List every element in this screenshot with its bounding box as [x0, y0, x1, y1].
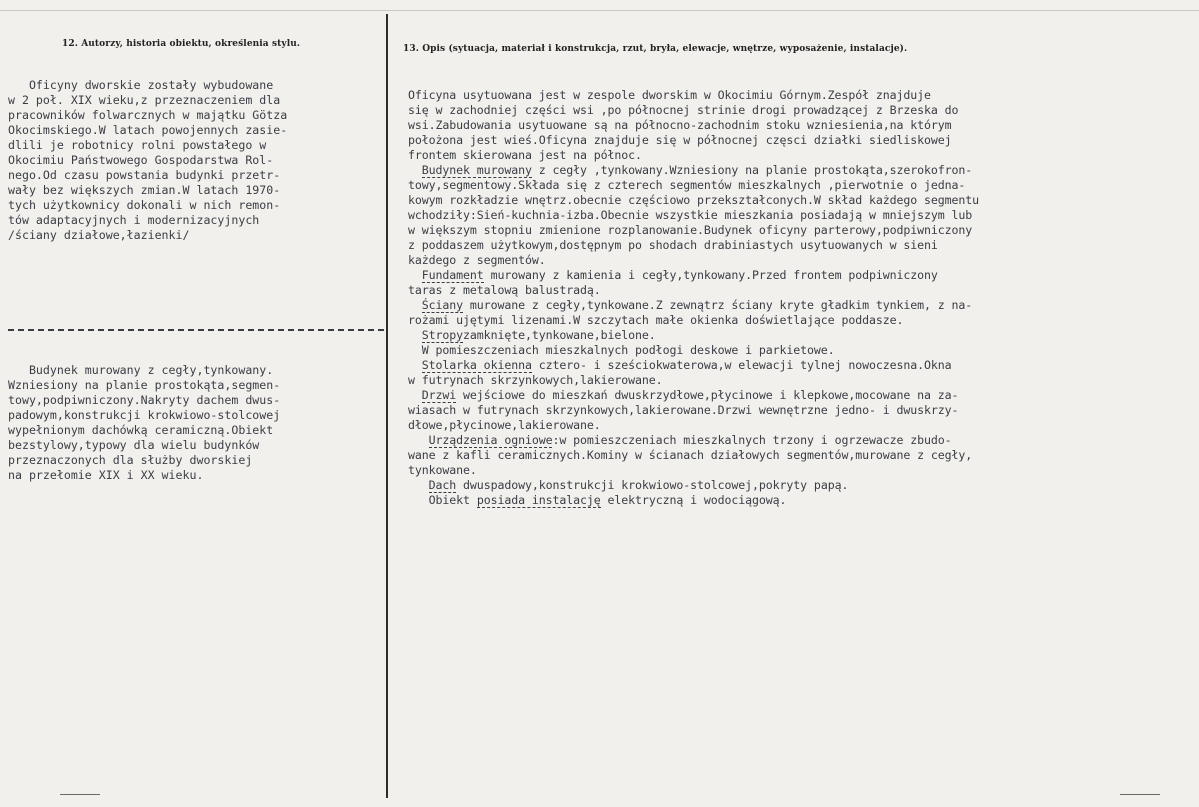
line-text: z poddaszem użytkowym,dostępnym po shodach drabiniastych usytuowanych w sieni — [408, 238, 938, 252]
underlined-keyword: posiada instalację — [476, 493, 601, 507]
text-line — [408, 478, 1198, 493]
text-line — [408, 433, 1198, 448]
line-text: się w zachodniej części wsi ,po północnej strinie drogi prowadzącej z Brzeska do — [408, 103, 959, 117]
line-text: wchodziły:Sień-kuchnia-izba.Obecnie wszystkie mieszkania posiadają w mniejszym lub — [408, 208, 973, 222]
description-text — [408, 88, 1198, 508]
line-text: zamknięte,tynkowane,bielone. — [463, 328, 656, 342]
indent — [408, 493, 429, 507]
text-line: wypełnionym dachówką ceramiczną.Obiekt — [8, 423, 274, 437]
line-text: wane z kafli ceramicznych.Kominy w ścianach działowych segmentów,murowane z cegły, — [408, 448, 973, 462]
line-text: :w pomieszczeniach mieszkalnych trzony i ogrzewacze zbudo- — [552, 433, 952, 447]
text-line — [408, 103, 1198, 118]
underlined-keyword: Budynek murowany — [421, 163, 532, 177]
line-text: frontem skierowana jest na północ. — [408, 148, 642, 162]
text-line — [408, 388, 1198, 403]
line-text: położona jest wieś.Oficyna znajduje się w północnej częsci działki siedliskowej — [408, 133, 952, 147]
text-line: bezstylowy,typowy dla wielu budynków — [8, 438, 260, 452]
text-line: na przełomie XIX i XX wieku. — [8, 468, 204, 482]
section-12-heading: 12. Autorzy, historia obiektu, określenia stylu. — [62, 39, 301, 49]
indent — [408, 328, 422, 342]
line-text: Obiekt — [428, 493, 477, 507]
text-line — [408, 223, 1198, 238]
underlined-keyword: Dach — [428, 478, 457, 492]
line-text: murowane z cegły,tynkowane.Z zewnątrz ściany kryte gładkim tynkiem, z na- — [463, 298, 973, 312]
footer-mark-right — [1120, 794, 1160, 795]
line-text: murowany z kamienia i cegły,tynkowany.Przed frontem podpiwniczony — [483, 268, 938, 282]
line-text: Oficyna usytuowana jest w zespole dworskim w Okocimiu Górnym.Zespół znajduje — [408, 88, 931, 102]
text-line — [408, 403, 1198, 418]
text-line: towy,podpiwniczony.Nakryty dachem dwus- — [8, 393, 281, 407]
text-line — [408, 298, 1198, 313]
underlined-keyword: Stolarka okienna — [421, 358, 532, 372]
text-line — [408, 328, 1198, 343]
line-text: w większym stopniu zmienione rozplanowanie.Budynek oficyny parterowy,podpiwniczony — [408, 223, 973, 237]
text-line: tych użytkownicy dokonali w nich remon- — [8, 198, 281, 212]
text-line — [408, 358, 1198, 373]
text-line: Oficyny dworskie zostały wybudowane — [8, 78, 274, 92]
text-line: wały bez większych zmian.W latach 1970- — [8, 183, 281, 197]
text-line: dlili je robotnicy rolni powstałego w — [8, 138, 267, 152]
line-text: wiasach w futrynach skrzynkowych,lakierowane.Drzwi wewnętrzne jedno- i dwuskrzy- — [408, 403, 959, 417]
underlined-keyword: Ściany — [421, 298, 464, 312]
indent — [408, 388, 422, 402]
text-line — [408, 238, 1198, 253]
text-line: w 2 poł. XIX wieku,z przeznaczeniem dla — [8, 93, 281, 107]
text-line: /ściany działowe,łazienki/ — [8, 228, 190, 242]
footer-mark-left — [60, 794, 100, 795]
text-line — [408, 313, 1198, 328]
indent — [408, 343, 422, 357]
line-text: towy,segmentowy.Składa się z czterech segmentów mieszkalnych ,pierwotnie o jedna- — [408, 178, 966, 192]
line-text: kowym rozkładzie wnętrz.obecnie częściowo przekształconych.W skład każdego segmentu — [408, 193, 980, 207]
text-line — [408, 208, 1198, 223]
text-line — [408, 463, 1198, 478]
line-text: z cegły ,tynkowany.Wzniesiony na planie prostokąta,szerokofron- — [531, 163, 973, 177]
text-line: tów adaptacyjnych i modernizacyjnych — [8, 213, 260, 227]
text-line — [408, 118, 1198, 133]
text-line — [408, 373, 1198, 388]
line-text: cztero- i sześciokwaterowa,w elewacji tylnej nowoczesna.Okna — [531, 358, 952, 372]
line-text: dłowe,płycinowe,lakierowane. — [408, 418, 601, 432]
line-text: wsi.Zabudowania usytuowane są na północno-zachodnim stoku wzniesienia,na którym — [408, 118, 952, 132]
text-line: pracowników folwarcznych w majątku Götza — [8, 108, 288, 122]
text-line — [408, 283, 1198, 298]
underlined-keyword: Stropy — [421, 328, 464, 342]
line-text: taras z metalową balustradą. — [408, 283, 601, 297]
text-line: przeznaczonych dla służby dworskiej — [8, 453, 253, 467]
text-line: Wzniesiony na planie prostokąta,segmen- — [8, 378, 281, 392]
text-line — [408, 418, 1198, 433]
line-text: W pomieszczeniach mieszkalnych podłogi deskowe i parkietowe. — [421, 343, 835, 357]
text-line — [408, 148, 1198, 163]
underlined-keyword: Fundament — [421, 268, 484, 282]
text-line — [408, 253, 1198, 268]
text-line — [408, 193, 1198, 208]
indent — [408, 298, 422, 312]
text-line — [408, 163, 1198, 178]
indent — [408, 478, 429, 492]
indent — [408, 433, 429, 447]
line-text: każdego z segmentów. — [408, 253, 546, 267]
line-text: elektryczną i wodociągową. — [600, 493, 787, 507]
text-line — [408, 268, 1198, 283]
line-text: rożami ujętymi lizenami.W szczytach małe okienka doświetlające poddasze. — [408, 313, 904, 327]
line-text: w futrynach skrzynkowych,lakierowane. — [408, 373, 663, 387]
section-13-heading: 13. Opis (sytuacja, materiał i konstrukcja, rzut, bryła, elewacje, wnętrze, wyposażenie, instalacje). — [403, 44, 908, 54]
line-text: wejściowe do mieszkań dwuskrzydłowe,płycinowe i klepkowe,mocowane na za- — [456, 388, 959, 402]
dashed-separator — [8, 329, 384, 331]
text-line — [408, 343, 1198, 358]
text-line: Okocimiu Państwowego Gospodarstwa Rol- — [8, 153, 274, 167]
text-line: nego.Od czasu powstania budynki przetr- — [8, 168, 281, 182]
text-line — [408, 178, 1198, 193]
text-line — [408, 133, 1198, 148]
history-text — [8, 78, 388, 243]
line-text: dwuspadowy,konstrukcji krokwiowo-stolcowej,pokryty papą. — [456, 478, 849, 492]
text-line: padowym,konstrukcji krokwiowo-stolcowej — [8, 408, 281, 422]
text-line: Budynek murowany z cegły,tynkowany. — [8, 363, 274, 377]
line-text: tynkowane. — [408, 463, 477, 477]
indent — [408, 163, 422, 177]
text-line — [408, 448, 1198, 463]
text-line — [408, 88, 1198, 103]
underlined-keyword: Drzwi — [421, 388, 457, 402]
indent — [408, 268, 422, 282]
card-top-edge — [0, 10, 1199, 11]
style-text — [8, 363, 388, 483]
underlined-keyword: Urządzenia ogniowe — [428, 433, 553, 447]
text-line: Okocimskiego.W latach powojennych zasie- — [8, 123, 288, 137]
indent — [408, 358, 422, 372]
text-line — [408, 493, 1198, 508]
